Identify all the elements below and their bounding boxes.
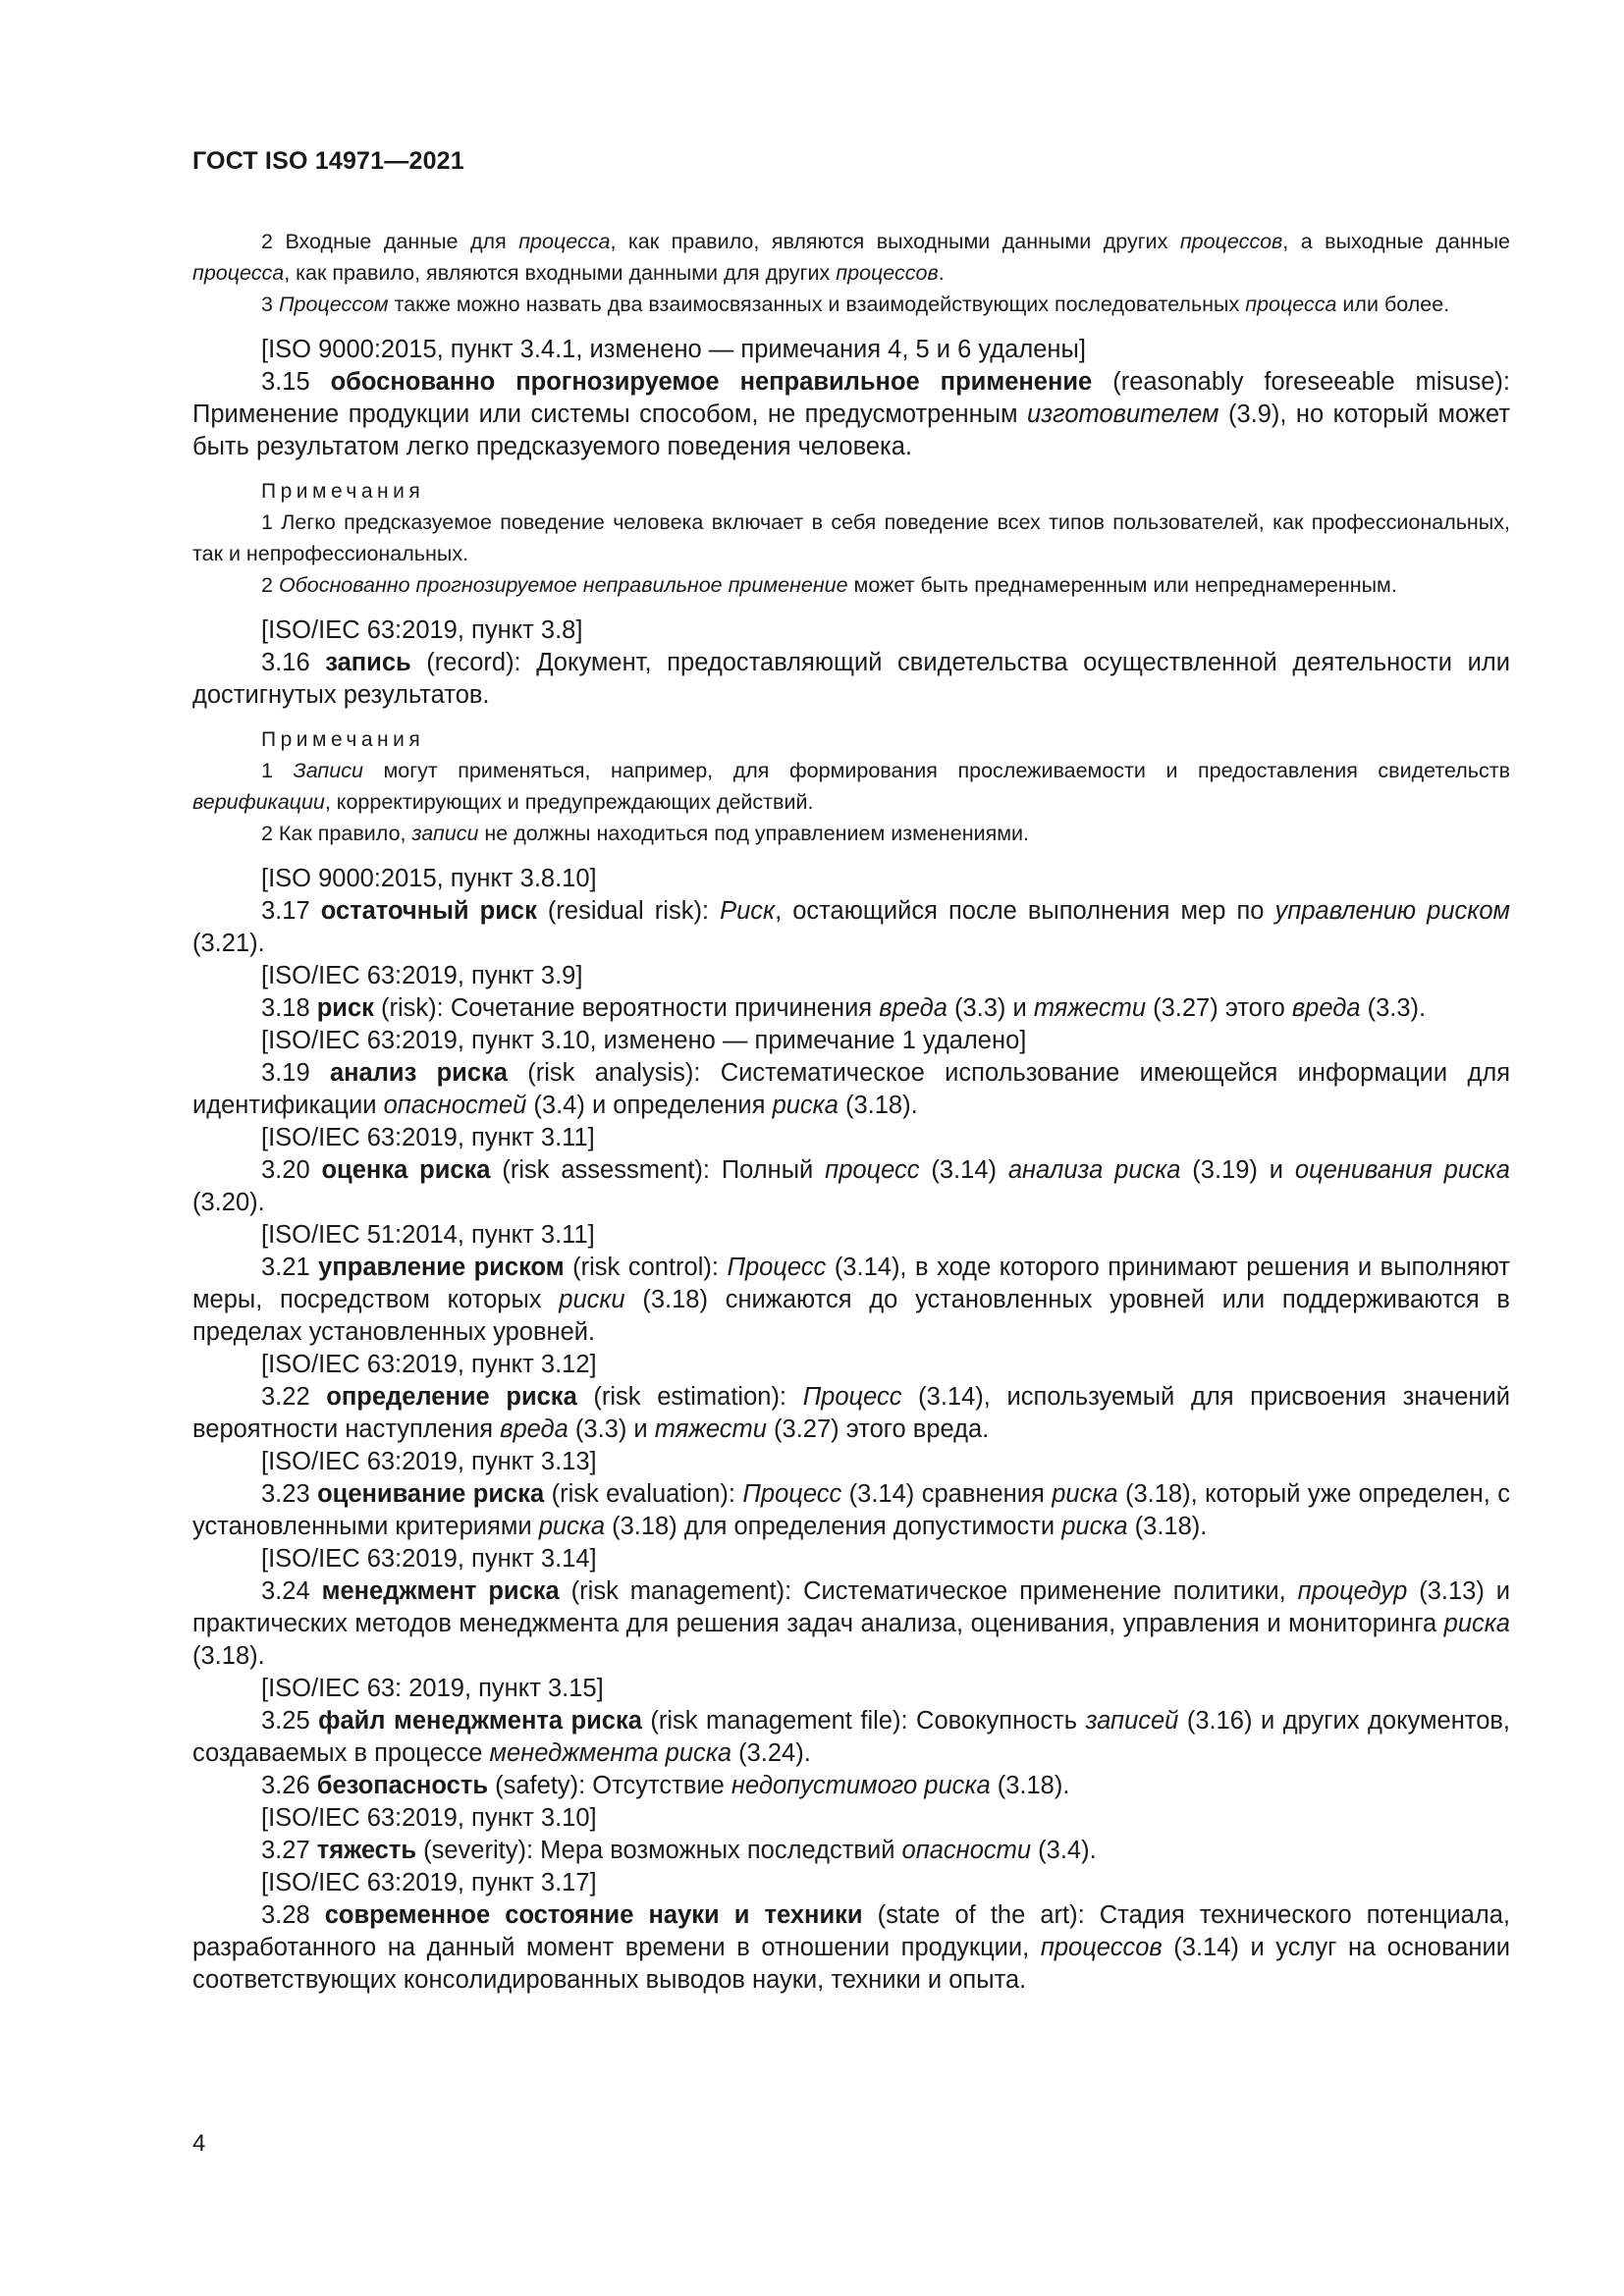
term-paragraph: 3.25 файл менеджмента риска (risk management file): Совокупность записей (3.16) и других документов, создаваемых в процессе менеджмента риска (3.24). [192,1707,1511,1767]
term-paragraph: [ISO/IEC 63:2019, пункт 3.10] [261,1804,597,1832]
term-paragraph: 3.27 тяжесть (severity): Мера возможных последствий опасности (3.4). [261,1837,1097,1864]
term-paragraph: [ISO/IEC 63:2019, пункт 3.13] [261,1448,597,1475]
term-paragraph: 3.28 современное состояние науки и техники (state of the art): Стадия технического потенциала, разработанного на данный момент времени в отношении продукции, процессов (3.14) и услуг на основании соответствующих консолидированных выводов науки, техники и опыта. [192,1901,1510,1994]
spacer [192,849,1510,863]
note-paragraph: 2 Обоснованно прогнозируемое неправильное применение может быть преднамеренным или непреднамеренным. [261,573,1397,597]
note-paragraph: 2 Как правило, записи не должны находиться под управлением изменениями. [261,822,1029,845]
document-header: ГОСТ ISO 14971—2021 [192,147,464,175]
notes-label: Примечания [261,728,425,751]
term-paragraph: [ISO 9000:2015, пункт 3.4.1, изменено — примечания 4, 5 и 6 удалены] [261,336,1086,363]
term-paragraph: 3.23 оценивание риска (risk evaluation): Процесс (3.14) сравнения риска (3.18), который уже определен, с установленными критериями риска (3.18) для определения допустимости риска (3.18). [192,1480,1510,1540]
note-paragraph: 1 Записи могут применяться, например, для формирования прослеживаемости и предоставления свидетельств верификации, корректирующих и предупреждающих действий. [192,759,1510,814]
term-paragraph: [ISO/IEC 63:2019, пункт 3.10, изменено — примечание 1 удалено] [261,1027,1027,1054]
term-paragraph: [ISO/IEC 63:2019, пункт 3.8] [261,616,583,644]
document-body [192,226,1510,1997]
term-paragraph: [ISO/IEC 63:2019, пункт 3.12] [261,1351,597,1378]
term-paragraph: 3.26 безопасность (safety): Отсутствие недопустимого риска (3.18). [261,1772,1070,1799]
spacer [192,320,1510,334]
term-paragraph: [ISO/IEC 63: 2019, пункт 3.15] [261,1675,604,1702]
term-paragraph: [ISO/IEC 63:2019, пункт 3.14] [261,1545,597,1573]
term-paragraph: 3.24 менеджмент риска (risk management): Систематическое применение политики, процедур (3.13) и практических методов менеджмента для решения задач анализа, оценивания, управления и мониторинга риска (3.18). [192,1577,1511,1670]
term-paragraph: [ISO/IEC 63:2019, пункт 3.17] [261,1869,597,1896]
spacer [192,463,1510,477]
term-paragraph: [ISO/IEC 63:2019, пункт 3.9] [261,962,583,989]
term-paragraph: 3.21 управление риском (risk control): Процесс (3.14), в ходе которого принимают решения и выполняют меры, посредством которых риски (3.18) снижаются до установленных уровней или поддерживаются в пределах установленных уровней. [192,1254,1510,1346]
term-paragraph: 3.15 обоснованно прогнозируемое неправильное применение (reasonably foreseeable misuse): Применение продукции или системы способом, не предусмотренным изготовителем (3.9), но который может быть результатом легко предсказуемого поведения человека. [192,368,1511,460]
note-paragraph: 1 Легко предсказуемое поведение человека включает в себя поведение всех типов пользователей, как профессиональных, так и непрофессиональных. [192,510,1510,565]
spacer [192,712,1510,725]
term-paragraph: 3.16 запись (record): Документ, предоставляющий свидетельства осуществленной деятельности или достигнутых результатов. [192,649,1511,709]
term-paragraph: 3.20 оценка риска (risk assessment): Полный процесс (3.14) анализа риска (3.19) и оценивания риска (3.20). [192,1156,1510,1216]
note-paragraph: 3 Процессом также можно назвать два взаимосвязанных и взаимодействующих последовательных процесса или более. [261,293,1450,316]
notes-label: Примечания [261,480,425,503]
term-paragraph: [ISO/IEC 51:2014, пункт 3.11] [261,1221,595,1249]
note-paragraph: 2 Входные данные для процесса, как правило, являются выходными данными других процессов, а выходные данные процесса, как правило, являются входными данными для других процессов. [192,230,1510,285]
spacer [192,601,1510,614]
term-paragraph: 3.17 остаточный риск (residual risk): Риск, остающийся после выполнения мер по управлению риском (3.21). [192,897,1511,957]
page-number: 4 [192,2130,206,2157]
term-paragraph: 3.18 риск (risk): Сочетание вероятности причинения вреда (3.3) и тяжести (3.27) этого вреда (3.3). [261,994,1427,1022]
term-paragraph: [ISO/IEC 63:2019, пункт 3.11] [261,1124,595,1151]
term-paragraph: 3.22 определение риска (risk estimation): Процесс (3.14), используемый для присвоения значений вероятности наступления вреда (3.3) и тяжести (3.27) этого вреда. [192,1383,1511,1443]
term-paragraph: 3.19 анализ риска (risk analysis): Систематическое использование имеющейся информации для идентификации опасностей (3.4) и определения риска (3.18). [192,1059,1511,1119]
term-paragraph: [ISO 9000:2015, пункт 3.8.10] [261,865,597,892]
